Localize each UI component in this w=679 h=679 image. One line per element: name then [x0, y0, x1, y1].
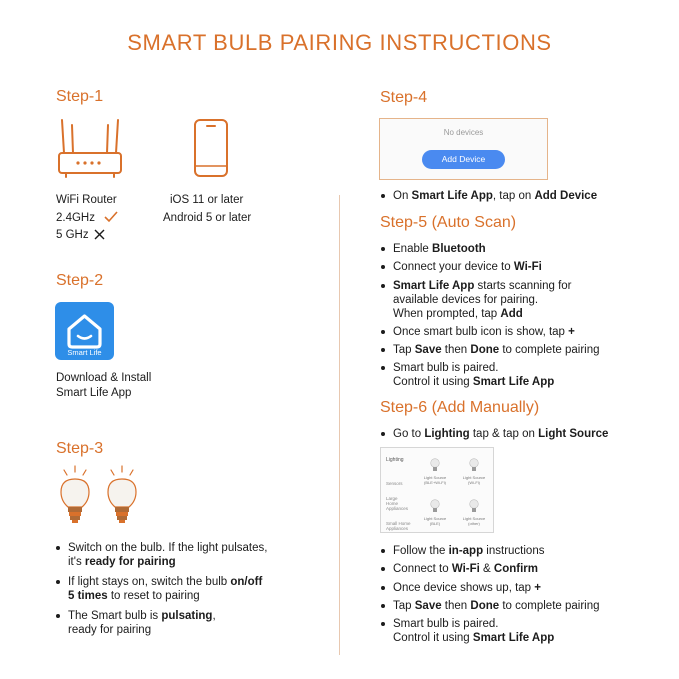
bulb-icon [469, 499, 479, 514]
light-source-wifi[interactable]: Light Source (Wi-Fi) [462, 475, 486, 485]
list-item: Follow the in-app instructions [379, 544, 669, 558]
list-item: On Smart Life App, tap on Add Device [379, 189, 659, 203]
step-6-intro [379, 427, 669, 445]
android-requirement: Android 5 or later [163, 212, 252, 224]
light-source-other[interactable]: Light Source (other) [462, 516, 486, 526]
download-line-2: Smart Life App [56, 387, 132, 399]
bulb-icon [430, 458, 440, 473]
smart-life-app-icon [55, 302, 114, 360]
list-item: Once smart bulb icon is show, tap + [379, 325, 669, 339]
step-5-list [379, 242, 669, 394]
list-item: Once device shows up, tap + [379, 581, 669, 595]
download-line-1: Download & Install [56, 372, 152, 384]
add-device-button[interactable]: Add Device [422, 150, 505, 169]
list-item: The Smart bulb is pulsating, ready for pairing [54, 609, 304, 637]
list-item: Connect your device to Wi-Fi [379, 260, 669, 274]
list-item: Connect to Wi-Fi & Confirm [379, 562, 669, 576]
bulb-icon [469, 458, 479, 473]
band-2-4ghz: 2.4GHz [56, 212, 95, 224]
list-item: If light stays on, switch the bulb on/off 5 times to reset to pairing [54, 575, 304, 603]
category-large-home-1: Large [386, 496, 398, 501]
step-3-heading: Step-3 [56, 440, 104, 457]
app-device-screen [379, 118, 548, 180]
cross-icon [94, 229, 105, 240]
band-5ghz: 5 GHz [56, 229, 89, 241]
column-divider [339, 195, 340, 655]
light-source-ble[interactable]: Light Source (BLE) [423, 516, 447, 526]
category-small-home-1: Small Home [386, 521, 411, 526]
ios-requirement: iOS 11 or later [170, 194, 244, 206]
bulb-icon [430, 499, 440, 514]
category-small-home-2: Appliances [386, 526, 409, 531]
category-sensors: Sensors [386, 481, 403, 486]
step-3-list [54, 541, 304, 641]
no-devices-text: No devices [443, 128, 484, 137]
check-icon [104, 211, 118, 223]
step-4-list [379, 189, 659, 207]
wifi-router-icon [56, 117, 124, 179]
list-item: Smart Life App starts scanning for available devices for pairing. When prompted, tap Add [379, 279, 669, 321]
page-title: SMART BULB PAIRING INSTRUCTIONS [127, 30, 552, 55]
list-item: Smart bulb is paired. Control it using Smart Life App [379, 617, 669, 645]
step-2-heading: Step-2 [56, 272, 104, 289]
step-4-heading: Step-4 [380, 89, 428, 106]
list-item: Tap Save then Done to complete pairing [379, 599, 669, 613]
category-large-home-2: Home [386, 501, 399, 506]
lighting-screen [380, 447, 494, 533]
list-item: Enable Bluetooth [379, 242, 669, 256]
step-6-heading: Step-6 (Add Manually) [380, 399, 540, 416]
light-source-ble-wifi[interactable]: Light Source (BLE+Wi-Fi) [423, 475, 447, 485]
lighting-title: Lighting [386, 457, 404, 463]
list-item: Smart bulb is paired. Control it using Smart Life App [379, 361, 669, 389]
step-1-heading: Step-1 [56, 88, 104, 105]
step-5-heading: Step-5 (Auto Scan) [380, 214, 517, 231]
light-bulb-icon [54, 464, 150, 534]
step-6-list [379, 544, 669, 649]
list-item: Go to Lighting tap & tap on Light Source [379, 427, 669, 441]
list-item: Switch on the bulb. If the light pulsates, it's ready for pairing [54, 541, 304, 569]
smartphone-icon [193, 118, 229, 178]
app-icon-label: Smart Life [67, 348, 102, 357]
category-large-home-3: Appliances [386, 506, 409, 511]
router-label: WiFi Router [56, 194, 117, 206]
list-item: Tap Save then Done to complete pairing [379, 343, 669, 357]
